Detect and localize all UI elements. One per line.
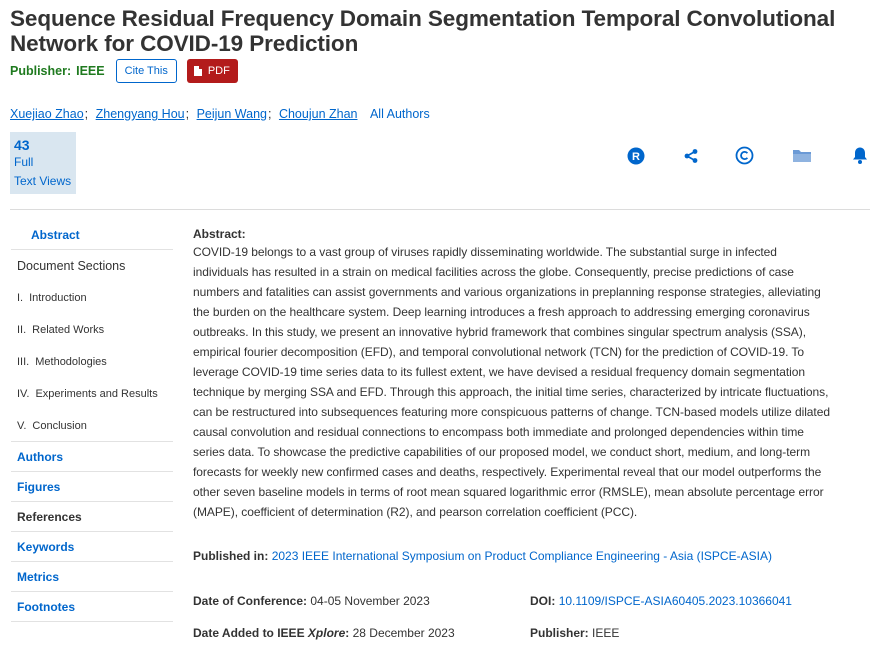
sidebar-item-label: Metrics xyxy=(17,569,60,584)
sidebar-item-figures[interactable] xyxy=(11,472,173,502)
alert-bell-icon[interactable] xyxy=(851,146,869,165)
abstract-line: forecasts for weekly new confirmed cases and deaths, respectively. Experimental reveal that our model outperforms the xyxy=(193,465,822,479)
sidebar-section-conclusion[interactable] xyxy=(11,410,173,442)
author-separator: ; xyxy=(185,107,190,121)
abstract-line: leverage COVID-19 time series data to its fullest extent, we have devised a residual frequency domain segmentation xyxy=(193,365,805,379)
publisher-detail-value: IEEE xyxy=(592,626,620,640)
abstract-body xyxy=(193,242,865,522)
abstract-line: individuals has resulted in a strain on medical facilities across the globe. Consequently, precise predictions of case xyxy=(193,265,794,279)
full-text-views-label: Text Views xyxy=(14,174,72,188)
sidebar-section-introduction[interactable] xyxy=(11,282,173,314)
publisher-detail xyxy=(530,626,619,640)
abstract-line: series data. To showcase the predictive capabilities of our proposed model, we conduct short, medium, and long-term xyxy=(193,445,811,459)
author-link[interactable]: Zhengyang Hou xyxy=(95,107,185,121)
sidebar-item-footnotes[interactable] xyxy=(11,592,173,622)
cite-this-button[interactable]: Cite This xyxy=(116,59,177,83)
date-added-label-text: Date Added to IEEE xyxy=(193,626,308,640)
sidebar-item-label: References xyxy=(17,509,82,524)
abstract-line: other seven baseline models in terms of root mean squared logarithmic error (RMSLE), mean absolute percentage error xyxy=(193,485,824,499)
sidebar-item-label: Keywords xyxy=(17,539,75,554)
full-text-views-label: Full xyxy=(14,155,34,169)
pdf-button[interactable] xyxy=(187,59,238,83)
conference-date-label: Date of Conference: xyxy=(193,594,308,608)
section-number: III. xyxy=(17,356,30,368)
section-label: Experiments and Results xyxy=(35,388,158,400)
author-list xyxy=(10,107,430,121)
rights-icon[interactable] xyxy=(627,147,645,165)
abstract-line: numbers and fatalities can assist governments and various organizations in preplanning response strategies, alleviating xyxy=(193,285,821,299)
sidebar-heading-document-sections xyxy=(11,250,173,282)
sidebar-item-authors[interactable] xyxy=(11,442,173,472)
copyright-icon[interactable] xyxy=(735,146,754,165)
sidebar-section-methodologies[interactable] xyxy=(11,346,173,378)
publisher-row xyxy=(10,58,238,84)
abstract-line: empirical fourier decomposition (EFD), and temporal convolutional network (TCN) for the prediction of COVID-19. To xyxy=(193,345,805,359)
abstract-line: causal convolution and residual connections to encompass both immediate and prolonged dependencies within time xyxy=(193,425,804,439)
article-title-line: Network for COVID-19 Prediction xyxy=(10,31,359,56)
author-link[interactable]: Xuejiao Zhao xyxy=(10,107,84,121)
author-link[interactable]: Choujun Zhan xyxy=(278,107,358,121)
abstract-line: (MAPE), coefficient of determination (R2), and pearson correlation coefficient (PCC). xyxy=(193,505,638,519)
sidebar-section-related-works[interactable] xyxy=(11,314,173,346)
sidebar-item-abstract[interactable] xyxy=(11,220,173,250)
abstract-heading: Abstract: xyxy=(193,227,246,241)
sidebar-item-metrics[interactable] xyxy=(11,562,173,592)
date-added-value: 28 December 2023 xyxy=(352,626,455,640)
sidebar-heading-label: Document Sections xyxy=(17,259,126,273)
abstract-line: technique by merging SSA and EFD. Through this approach, the initial time series, characterized by intricate fluctuations, xyxy=(193,385,829,399)
sidebar-item-label: Abstract xyxy=(31,227,80,242)
section-number: IV. xyxy=(17,388,30,400)
document-sidebar xyxy=(11,220,173,622)
abstract-section xyxy=(193,226,865,522)
section-label: Related Works xyxy=(32,324,105,336)
section-label: Introduction xyxy=(29,292,87,304)
doi-label: DOI: xyxy=(530,594,556,608)
sidebar-item-label: Figures xyxy=(17,479,61,494)
xplore-label: Xplore xyxy=(307,626,346,640)
section-label: Conclusion xyxy=(32,419,87,432)
doi-link[interactable]: 10.1109/ISPCE-ASIA60405.2023.10366041 xyxy=(558,594,792,608)
abstract-line: COVID-19 belongs to a vast group of viruses rapidly disseminating worldwide. The substantial surge in infected xyxy=(193,245,777,259)
sidebar-item-references[interactable] xyxy=(11,502,173,532)
author-separator: ; xyxy=(84,107,89,121)
date-added-colon: : xyxy=(345,626,350,640)
sidebar-section-experiments[interactable] xyxy=(11,378,173,410)
full-text-views-box[interactable] xyxy=(10,132,76,194)
published-in-label: Published in: xyxy=(193,549,269,563)
article-title xyxy=(10,6,870,56)
date-added-label xyxy=(193,626,349,640)
divider xyxy=(10,209,870,210)
folder-icon[interactable] xyxy=(792,148,813,163)
all-authors-link[interactable]: All Authors xyxy=(369,107,430,121)
abstract-line: outbreaks. In this study, we present an innovative hybrid framework that combines singular spectrum analysis (SSA), xyxy=(193,325,806,339)
abstract-line: the burden on the healthcare system. Deep learning introduces a fresh approach to addressing emerging coronavirus xyxy=(193,305,810,319)
publisher-value: IEEE xyxy=(76,64,105,78)
article-title-line: Sequence Residual Frequency Domain Segmentation Temporal Convolutional xyxy=(10,6,836,31)
publisher-label: Publisher: xyxy=(10,64,72,78)
section-number: II. xyxy=(17,324,27,336)
pdf-icon xyxy=(194,66,202,76)
section-number: I. xyxy=(17,292,24,304)
section-label: Methodologies xyxy=(35,356,107,368)
sidebar-item-keywords[interactable] xyxy=(11,532,173,562)
conference-date-value: 04-05 November 2023 xyxy=(310,594,430,608)
section-number: V. xyxy=(17,419,27,432)
date-added xyxy=(193,626,455,640)
doi xyxy=(530,594,792,608)
pdf-button-label: PDF xyxy=(207,65,230,77)
author-link[interactable]: Peijun Wang xyxy=(196,107,267,121)
full-text-views-count: 43 xyxy=(14,137,30,153)
date-of-conference xyxy=(193,594,430,608)
published-in-link[interactable]: 2023 IEEE International Symposium on Product Compliance Engineering - Asia (ISPCE-ASIA) xyxy=(271,549,772,563)
svg-text:R: R xyxy=(632,151,640,163)
published-in xyxy=(193,549,772,563)
share-icon[interactable] xyxy=(683,148,699,164)
author-separator: ; xyxy=(267,107,272,121)
abstract-line: can be restructured into subsequences featuring more conspicuous patterns of change. TCN-based models utilize dilated xyxy=(193,405,830,419)
sidebar-item-label: Authors xyxy=(17,449,63,464)
sidebar-item-label: Footnotes xyxy=(17,599,75,614)
publisher-detail-label: Publisher: xyxy=(530,626,589,640)
